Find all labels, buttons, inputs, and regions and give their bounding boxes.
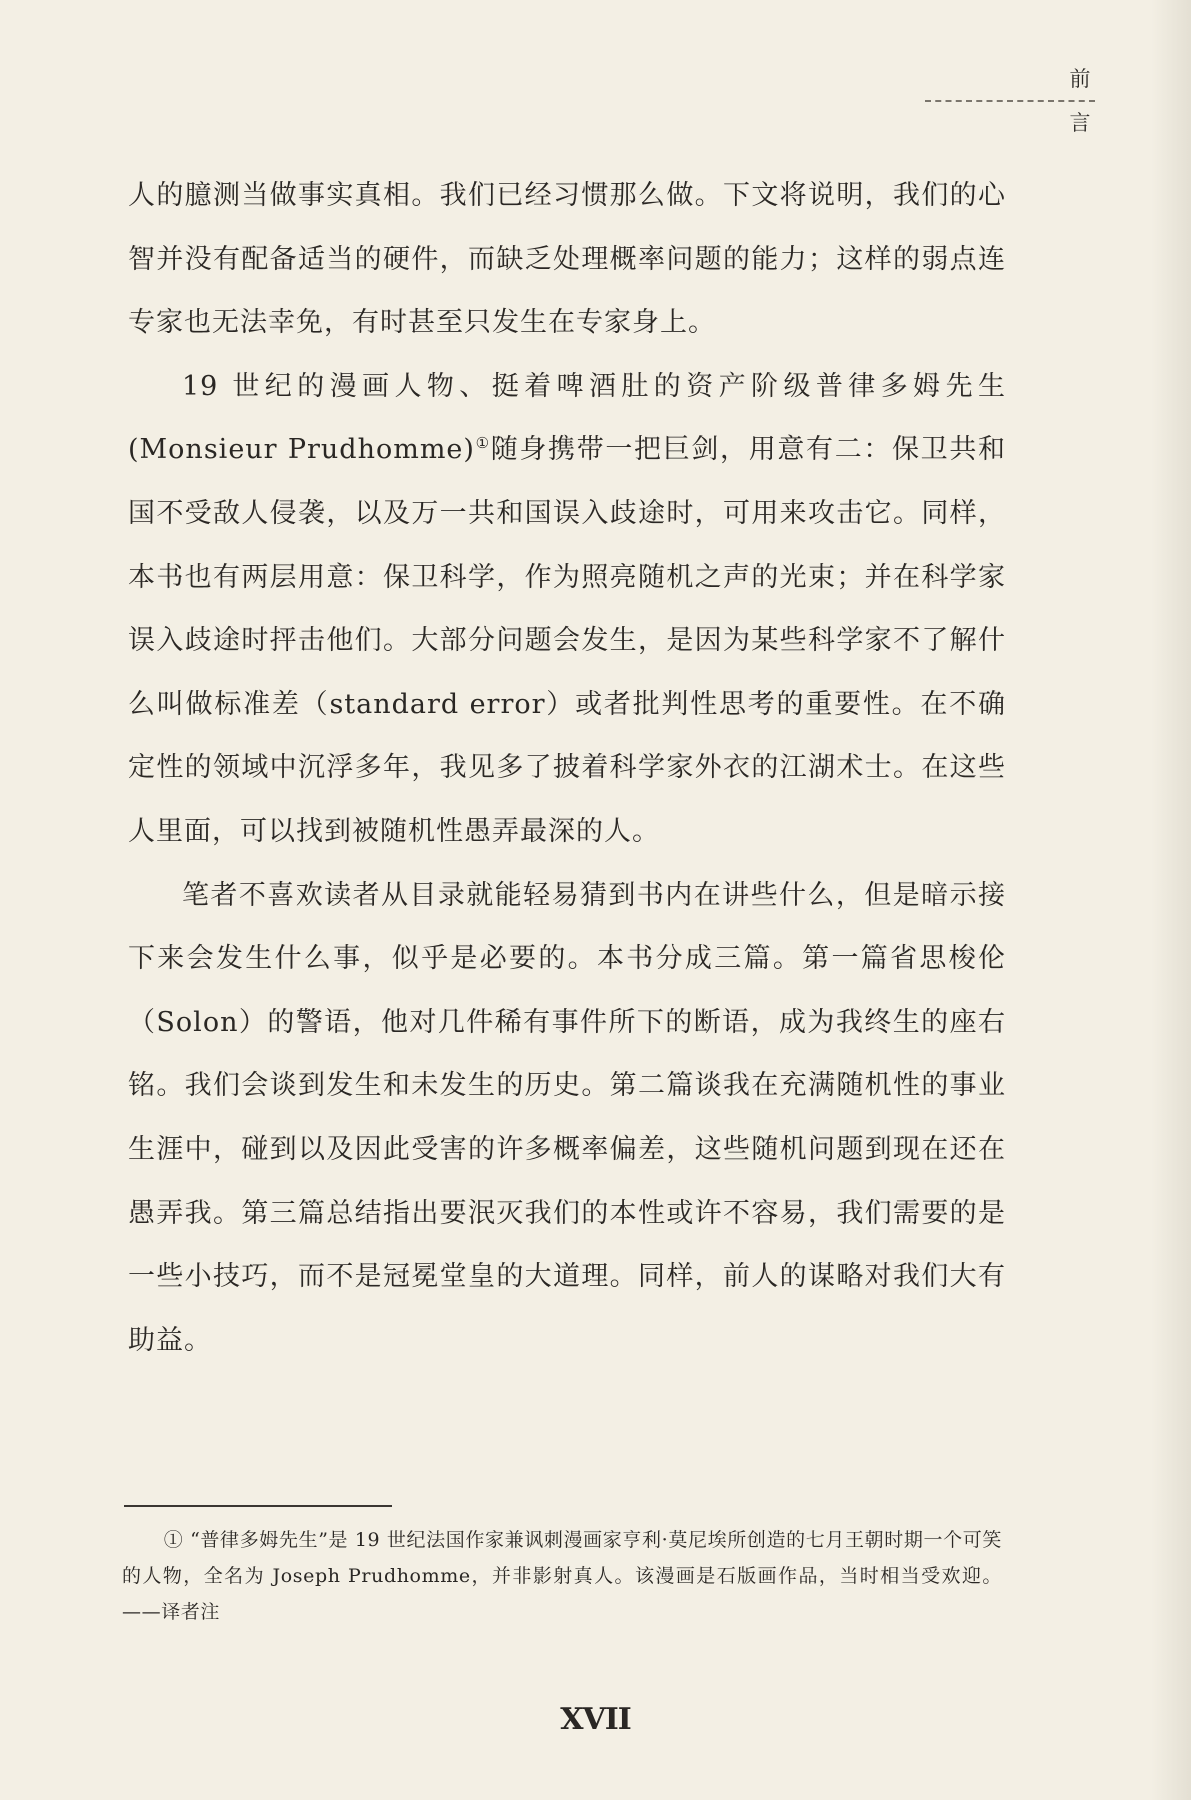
- running-head: [925, 60, 1095, 140]
- body-text: [128, 164, 1006, 1372]
- paragraph-prudhomme-start: 19 世纪的漫画人物、挺着啤酒肚的资产阶级普律多姆先生 (Monsieur Prudhomme): [128, 370, 1006, 466]
- page-edge-shadow: [1151, 0, 1191, 1800]
- running-head-top: 前: [1069, 67, 1091, 91]
- paragraph-continued: 人的臆测当做事实真相。我们已经习惯那么做。下文将说明，我们的心智并没有配备适当的硬件，而缺乏处理概率问题的能力；这样的弱点连专家也无法幸免，有时甚至只发生在专家身上。: [128, 180, 1006, 339]
- paragraph-prudhomme-rest: 随身携带一把巨剑，用意有二：保卫共和国不受敌人侵袭，以及万一共和国误入歧途时，可用来攻击它。同样，本书也有两层用意：保卫科学，作为照亮随机之声的光束；并在科学家误入歧途时抨击他们。大部分问题会发生，是因为某些科学家不了解什么叫做标准差（standard error）或者批判性思考的重要性。在不确定性的领域中沉浮多年，我见多了披着科学家外衣的江湖术士。在这些人里面，可以找到被随机性愚弄最深的人。: [128, 434, 1007, 847]
- footnote: ① “普律多姆先生”是 19 世纪法国作家兼讽刺漫画家亨利·莫尼埃所创造的七月王朝时期一个可笑的人物，全名为 Joseph Prudhomme，并非影射真人。该漫画是石版画作品，当时相当受欢迎。——译者注: [122, 1529, 1002, 1623]
- footnote-reference: ①: [474, 434, 491, 453]
- running-head-rule: [925, 100, 1095, 102]
- page-number: XVII: [560, 1702, 631, 1737]
- running-head-bottom: 言: [1069, 111, 1091, 135]
- paragraph-prudhomme: [128, 355, 1006, 864]
- footnote-rule: [124, 1505, 392, 1507]
- paragraph-structure: 笔者不喜欢读者从目录就能轻易猜到书内在讲些什么，但是暗示接下来会发生什么事，似乎是必要的。本书分成三篇。第一篇省思梭伦（Solon）的警语，他对几件稀有事件所下的断语，成为我终生的座右铭。我们会谈到发生和未发生的历史。第二篇谈我在充满随机性的事业生涯中，碰到以及因此受害的许多概率偏差，这些随机问题到现在还在愚弄我。第三篇总结指出要泯灭我们的本性或许不容易，我们需要的是一些小技巧，而不是冠冕堂皇的大道理。同样，前人的谋略对我们大有助益。: [128, 879, 1006, 1356]
